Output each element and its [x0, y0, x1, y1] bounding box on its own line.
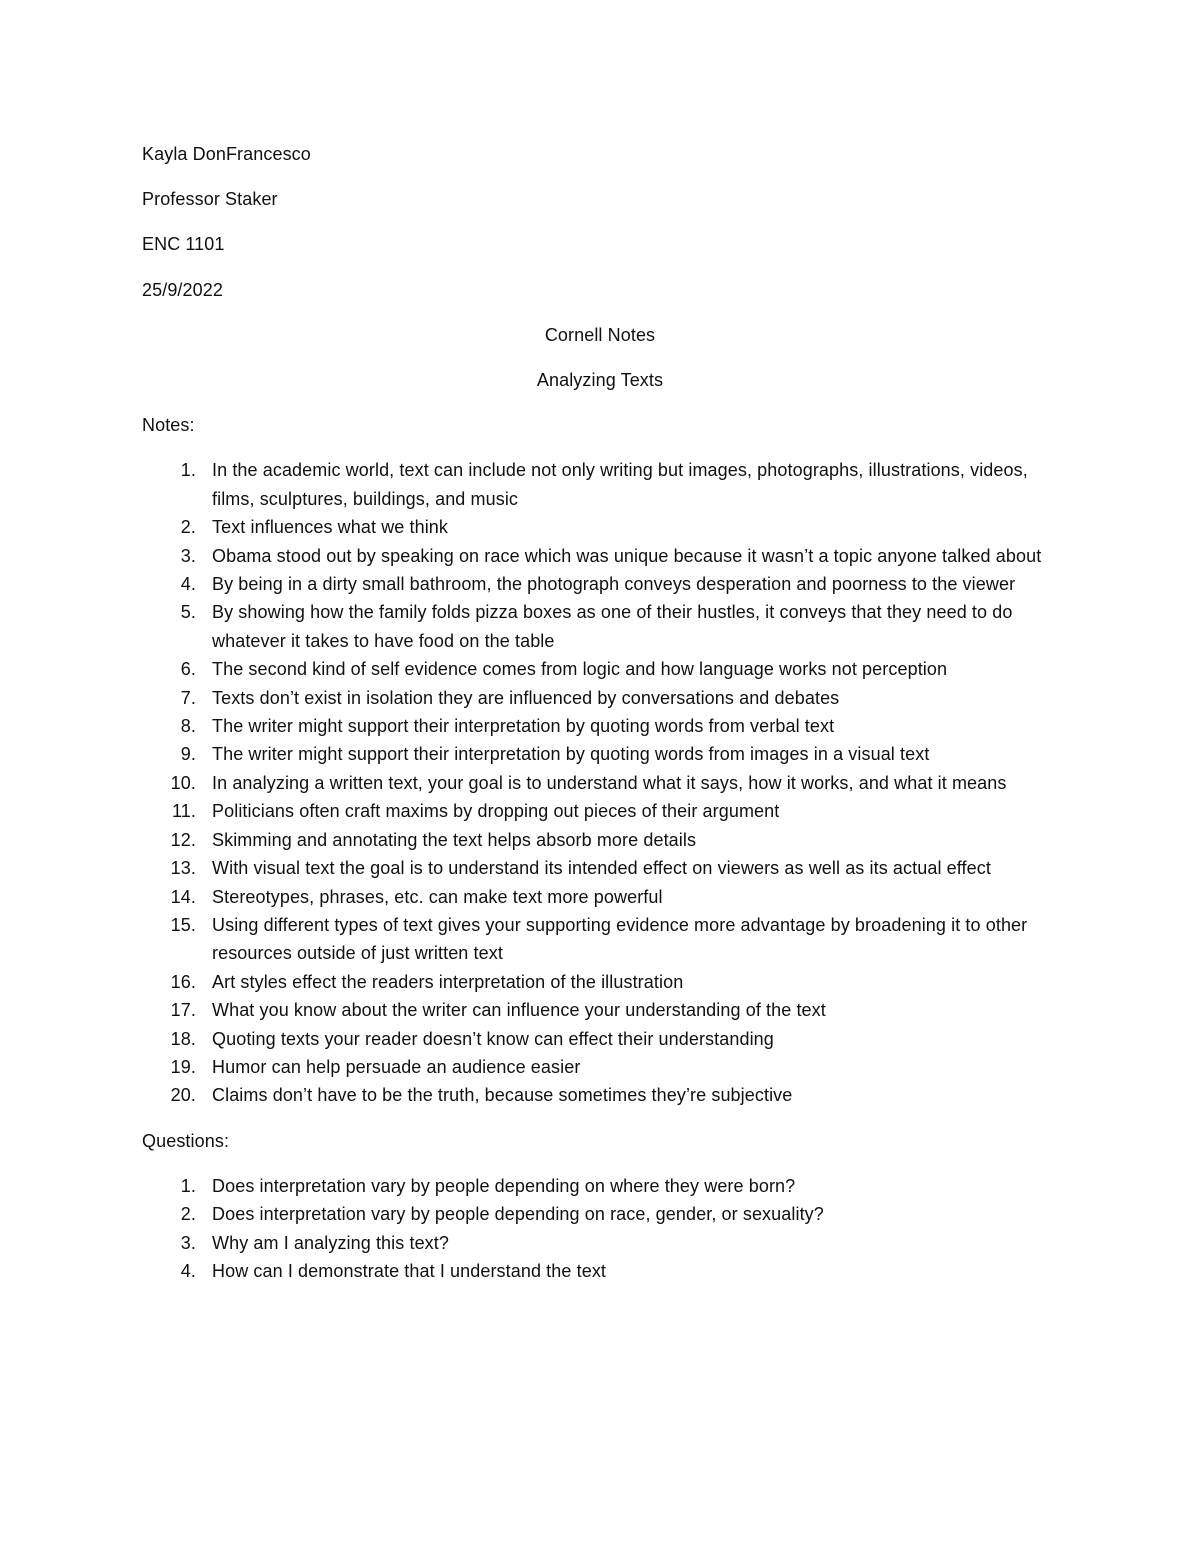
- list-text: Stereotypes, phrases, etc. can make text more powerful: [212, 886, 663, 907]
- list-item: [142, 513, 1062, 541]
- list-text: The writer might support their interpretation by quoting words from images in a visual text: [212, 744, 930, 765]
- list-number: 7.: [180, 687, 196, 708]
- list-text: Obama stood out by speaking on race which was unique because it wasn’t a topic anyone talked about: [212, 545, 1042, 566]
- list-number: 1.: [180, 1175, 196, 1196]
- list-text: Text influences what we think: [212, 517, 449, 538]
- list-item: [142, 883, 1062, 911]
- list-item: [142, 1200, 1062, 1228]
- list-item: [142, 1257, 1062, 1285]
- list-text: Does interpretation vary by people depending on where they were born?: [212, 1175, 796, 1196]
- list-item: [142, 1229, 1062, 1257]
- list-item: [142, 740, 1062, 768]
- list-text: Skimming and annotating the text helps absorb more details: [212, 829, 697, 850]
- list-number: 1.: [180, 460, 196, 481]
- list-number: 8.: [180, 716, 196, 737]
- list-number: 2.: [180, 517, 196, 538]
- list-item: [142, 968, 1062, 996]
- list-item: [142, 797, 1062, 825]
- list-item: [142, 655, 1062, 683]
- list-item: [142, 1025, 1062, 1053]
- list-item: [142, 456, 1062, 513]
- list-number: 13.: [170, 858, 196, 879]
- list-number: 16.: [170, 971, 196, 992]
- questions-heading: Questions:: [142, 1130, 230, 1151]
- document-date: 25/9/2022: [142, 279, 223, 300]
- list-number: 10.: [170, 772, 196, 793]
- list-text: The writer might support their interpretation by quoting words from verbal text: [212, 716, 835, 737]
- list-text: What you know about the writer can influence your understanding of the text: [212, 1000, 826, 1021]
- list-item: [142, 684, 1062, 712]
- list-text: With visual text the goal is to understand its intended effect on viewers as well as its actual effect: [212, 858, 991, 879]
- list-text: By showing how the family folds pizza boxes as one of their hustles, it conveys that they need to do whatever it takes to have food on the table: [212, 602, 1013, 651]
- course-code: ENC 1101: [142, 234, 225, 255]
- list-number: 19.: [170, 1056, 196, 1077]
- list-number: 18.: [170, 1028, 196, 1049]
- list-text: Politicians often craft maxims by dropping out pieces of their argument: [212, 801, 780, 822]
- questions-list: [142, 1172, 1062, 1286]
- list-item: [142, 598, 1062, 655]
- list-number: 9.: [180, 744, 196, 765]
- list-text: Quoting texts your reader doesn’t know can effect their understanding: [212, 1028, 774, 1049]
- document-title: Cornell Notes: [544, 324, 656, 345]
- list-number: 15.: [170, 914, 196, 935]
- list-number: 4.: [180, 1260, 196, 1281]
- list-text: Texts don’t exist in isolation they are influenced by conversations and debates: [212, 687, 840, 708]
- list-item: [142, 911, 1062, 968]
- notes-heading: Notes:: [142, 415, 195, 436]
- list-item: [142, 570, 1062, 598]
- document-body: [142, 140, 1062, 1302]
- list-item: [142, 1053, 1062, 1081]
- list-number: 17.: [170, 1000, 196, 1021]
- list-number: 14.: [170, 886, 196, 907]
- professor-name: Professor Staker: [142, 189, 278, 210]
- list-text: Does interpretation vary by people depending on race, gender, or sexuality?: [212, 1204, 824, 1225]
- list-item: [142, 542, 1062, 570]
- list-text: In the academic world, text can include not only writing but images, photographs, illustrations, videos, films, sculptures, buildings, and music: [212, 460, 1028, 509]
- list-text: Why am I analyzing this text?: [212, 1232, 449, 1253]
- list-number: 20.: [170, 1085, 196, 1106]
- list-text: Claims don’t have to be the truth, because sometimes they’re subjective: [212, 1085, 793, 1106]
- list-number: 3.: [180, 545, 196, 566]
- list-item: [142, 1172, 1062, 1200]
- document-subtitle: Analyzing Texts: [536, 370, 664, 391]
- list-number: 6.: [180, 659, 196, 680]
- list-text: Humor can help persuade an audience easier: [212, 1056, 581, 1077]
- list-item: [142, 712, 1062, 740]
- list-text: By being in a dirty small bathroom, the photograph conveys desperation and poorness to the viewer: [212, 574, 1016, 595]
- list-item: [142, 769, 1062, 797]
- list-item: [142, 854, 1062, 882]
- list-text: In analyzing a written text, your goal is to understand what it says, how it works, and what it means: [212, 772, 1007, 793]
- list-item: [142, 1081, 1062, 1109]
- list-text: The second kind of self evidence comes from logic and how language works not perception: [212, 659, 948, 680]
- list-text: Using different types of text gives your supporting evidence more advantage by broadening it to other resources outside of just written text: [212, 914, 1028, 964]
- notes-list: [142, 456, 1062, 1109]
- list-number: 12.: [170, 829, 196, 850]
- list-text: How can I demonstrate that I understand the text: [212, 1260, 607, 1281]
- list-item: [142, 996, 1062, 1024]
- list-number: 11.: [172, 801, 196, 822]
- list-number: 2.: [180, 1204, 196, 1225]
- list-number: 5.: [180, 602, 196, 623]
- student-name: Kayla DonFrancesco: [142, 144, 311, 164]
- list-text: Art styles effect the readers interpretation of the illustration: [212, 971, 684, 992]
- list-number: 3.: [180, 1232, 196, 1253]
- list-number: 4.: [180, 574, 196, 595]
- list-item: [142, 826, 1062, 854]
